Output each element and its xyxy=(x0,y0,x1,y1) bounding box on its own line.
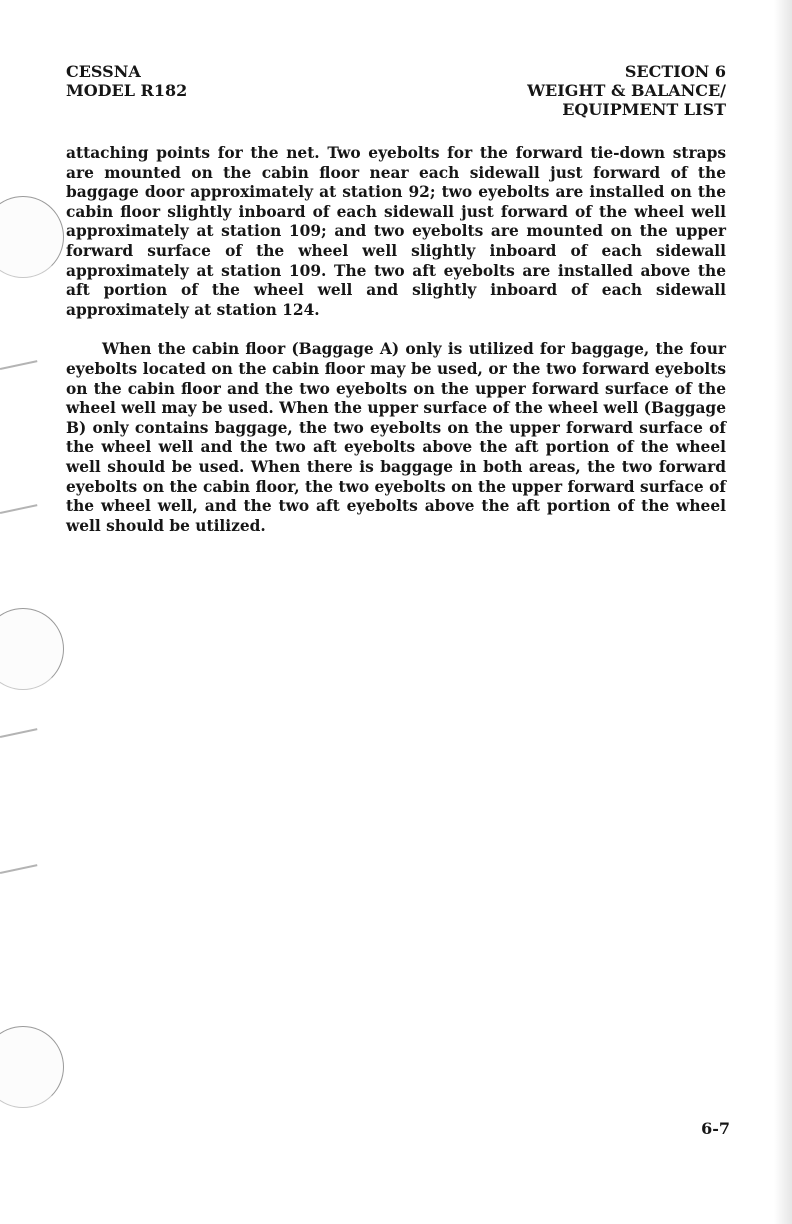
header-manufacturer: CESSNA xyxy=(66,62,141,81)
binder-hole-top xyxy=(0,196,64,278)
paragraph-baggage-usage: When the cabin floor (Baggage A) only is utilized for baggage, the four eyebolts located on the cabin floor may be used, or the two forward eyebolts on the cabin floor and the two eyebolts on the upper forward surface of the wheel well may be used. When the upper surface of the wheel well (Baggage B) only contains baggage, the two eyebolts on the upper forward surface of the wheel well and the two aft eyebolts above the aft portion of the wheel well should be used. When there is baggage in both areas, the two forward eyebolts on the cabin floor, the two eyebolts on the upper forward surface of the wheel well, and the two aft eyebolts above the aft portion of the wheel well should be utilized. xyxy=(66,340,726,535)
binder-mark xyxy=(0,728,37,737)
page-number: 6-7 xyxy=(701,1119,730,1138)
header-section-number: SECTION 6 xyxy=(624,62,726,81)
binder-mark xyxy=(0,504,37,513)
header-section-title-line2: EQUIPMENT LIST xyxy=(562,100,726,119)
binder-hole-middle xyxy=(0,608,64,690)
binder-mark xyxy=(0,360,37,369)
header-section-title-line1: WEIGHT & BALANCE/ xyxy=(527,81,726,100)
header-model-number: MODEL R182 xyxy=(66,81,188,100)
binder-hole-bottom xyxy=(0,1026,64,1108)
header-model xyxy=(66,62,187,100)
header-section xyxy=(527,62,726,119)
body-text xyxy=(66,144,726,536)
page-edge-shadow xyxy=(774,0,792,1224)
paragraph-tie-down-eyebolts: attaching points for the net. Two eyebolts for the forward tie-down straps are mounted on the cabin floor near each sidewall just forward of the baggage door approximately at station 92; two eyebolts are installed on the cabin floor slightly inboard of each sidewall just forward of the wheel well approximately at station 109; and two eyebolts are mounted on the upper forward surface of the wheel well slightly inboard of each sidewall approximately at station 109. The two aft eyebolts are installed above the aft portion of the wheel well and slightly inboard of each sidewall approximately at station 124. xyxy=(66,144,726,319)
binder-mark xyxy=(0,864,37,873)
